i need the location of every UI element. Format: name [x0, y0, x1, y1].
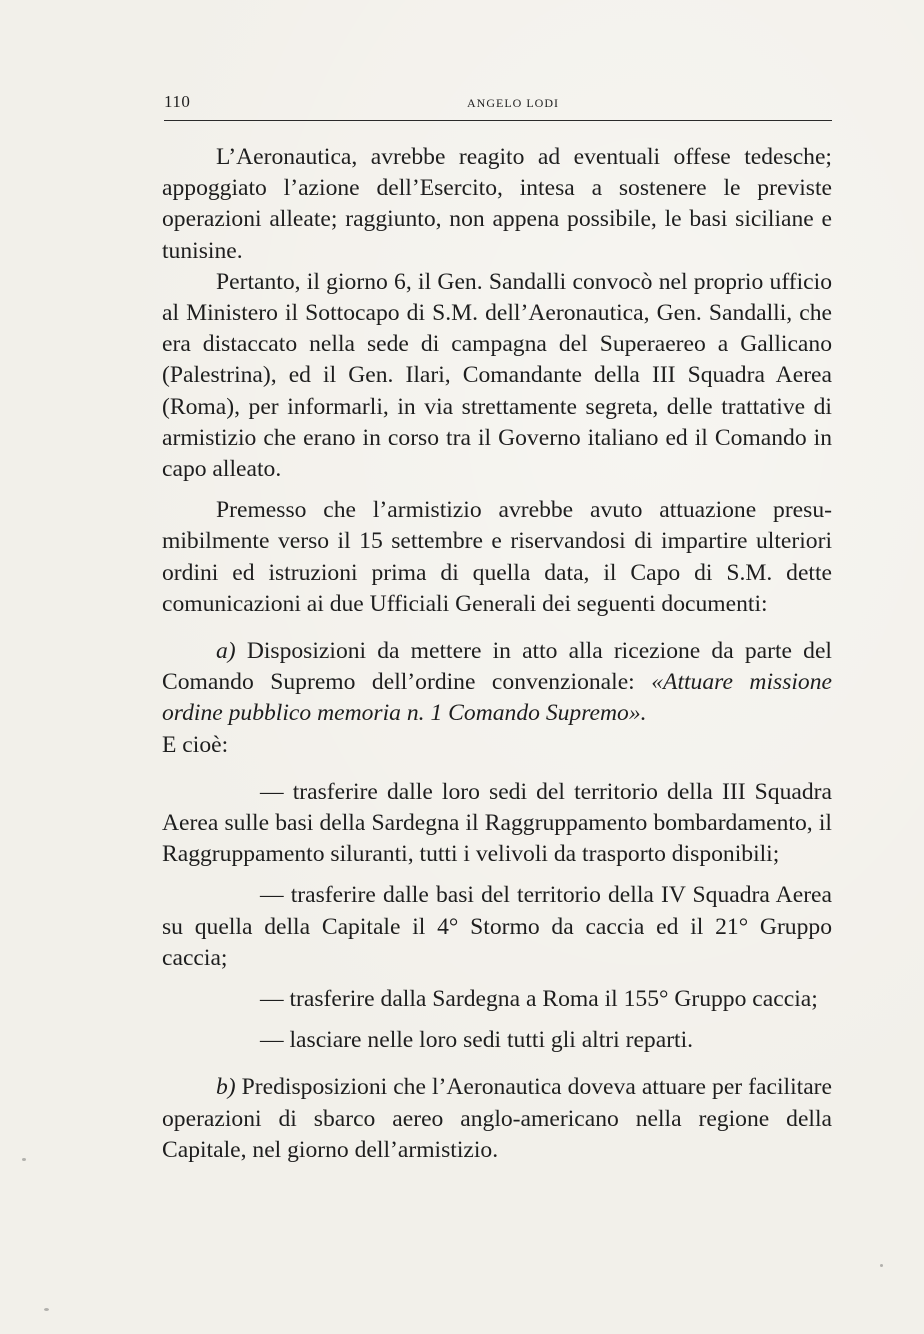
paper-speck	[44, 1308, 49, 1311]
item-b	[162, 1072, 832, 1166]
paper-speck	[880, 1264, 883, 1267]
item-a-quote: «Attuare missione ordine pubblico memoria n. 1 Comando Supremo».	[162, 669, 832, 727]
item-a	[162, 636, 832, 730]
page-number: 110	[164, 92, 191, 111]
paragraph-3: Premesso che l’armistizio avrebbe avuto attuazione presumibilmente verso il 15 settembre e riservandosi di impartire ulteriori ordini ed istruzioni prima di quella data, il Capo di S.M. dette comunicazioni ai due Ufficiali Generali dei seguenti documenti:	[162, 497, 832, 617]
running-head	[164, 92, 832, 121]
paper-speck	[22, 1158, 26, 1161]
item-b-text: Predisposizioni che l’Aeronautica doveva attuare per facilitare operazioni di sbarco aereo anglo-americano nella regione della Capitale, nel giorno dell’armistizio.	[162, 1074, 832, 1163]
item-a-text: Disposizioni da mettere in atto alla ricezione da parte del Comando Supremo dell’ordine convenzionale:	[162, 638, 832, 696]
item-a-tail: E cioè:	[162, 731, 229, 758]
dash-item-3: — trasferire dalla Sardegna a Roma il 155° Gruppo caccia;	[260, 986, 818, 1013]
body-text	[162, 142, 832, 1166]
dash-item-1: — trasferire dalle loro sedi del territorio della III Squadra Aerea sulle basi della Sardegna il Raggruppamento bombardamento, il Raggruppamento siluranti, tutti i velivoli da trasporto disponibili;	[162, 778, 832, 868]
item-a-letter: a)	[216, 638, 236, 665]
paragraph-1: L’Aeronautica, avrebbe reagito ad eventuali offese tedesche; appoggiato l’azione dell’Esercito, intesa a sostenere le previste operazioni alleate; raggiunto, non appena possibile, le basi siciliane e tunisine.	[162, 144, 832, 264]
dash-item-4: — lasciare nelle loro sedi tutti gli altri reparti.	[260, 1027, 694, 1054]
item-b-letter: b)	[216, 1074, 236, 1101]
running-head-author: ANGELO LODI	[467, 96, 559, 110]
dash-item-2: — trasferire dalle basi del territorio della IV Squadra Aerea su quella della Capitale il 4° Stormo da caccia ed il 21° Gruppo caccia;	[162, 882, 832, 971]
paragraph-2: Pertanto, il giorno 6, il Gen. Sandalli convocò nel proprio ufficio al Ministero il Sottocapo di S.M. dell’Aeronautica, Gen. Sandalli, che era distaccato nella sede di campagna del Superaereo a Gallicano (Palestrina), ed il Gen. Ilari, Comandante della III Squadra Aerea (Roma), per informarli, in via strettamente segreta, delle trattative di armistizio che erano in corso tra il Governo italiano ed il Comando in capo alleato.	[162, 268, 832, 483]
